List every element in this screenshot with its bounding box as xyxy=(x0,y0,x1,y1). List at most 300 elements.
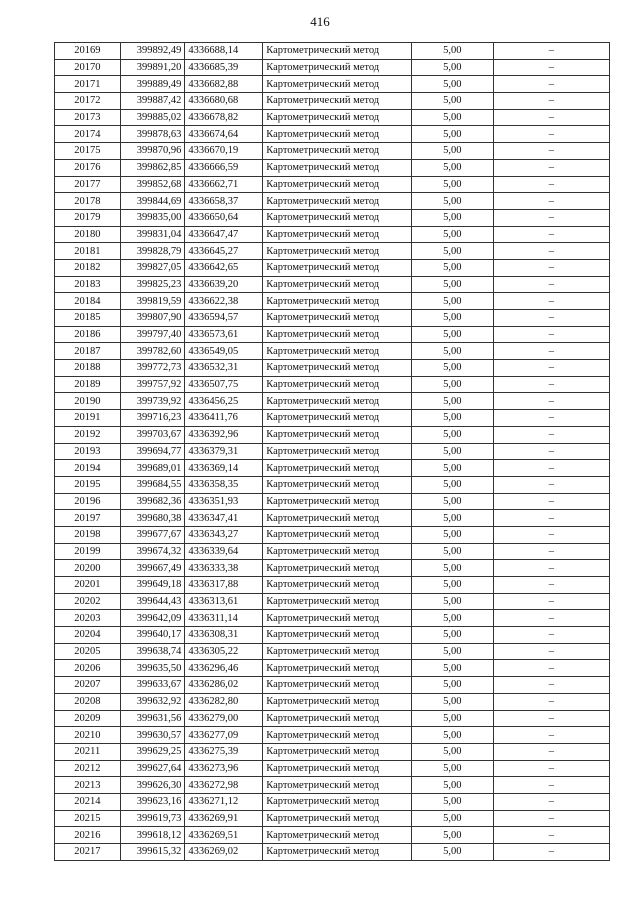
precision-cell: 5,00 xyxy=(411,460,493,477)
point-number-cell: 20178 xyxy=(55,193,121,210)
precision-cell: 5,00 xyxy=(411,710,493,727)
x-coordinate-cell: 399825,23 xyxy=(120,276,185,293)
precision-cell: 5,00 xyxy=(411,526,493,543)
point-number-cell: 20197 xyxy=(55,510,121,527)
description-cell: – xyxy=(493,243,609,260)
method-cell: Картометрический метод xyxy=(263,777,412,794)
point-number-cell: 20210 xyxy=(55,727,121,744)
precision-cell: 5,00 xyxy=(411,343,493,360)
table-row xyxy=(55,577,610,594)
table-row xyxy=(55,526,610,543)
table-row xyxy=(55,627,610,644)
method-cell: Картометрический метод xyxy=(263,126,412,143)
point-number-cell: 20204 xyxy=(55,627,121,644)
x-coordinate-cell: 399716,23 xyxy=(120,410,185,427)
point-number-cell: 20213 xyxy=(55,777,121,794)
y-coordinate-cell: 4336305,22 xyxy=(185,643,263,660)
y-coordinate-cell: 4336282,80 xyxy=(185,693,263,710)
table-row xyxy=(55,460,610,477)
precision-cell: 5,00 xyxy=(411,393,493,410)
precision-cell: 5,00 xyxy=(411,193,493,210)
method-cell: Картометрический метод xyxy=(263,43,412,60)
table-row xyxy=(55,126,610,143)
x-coordinate-cell: 399797,40 xyxy=(120,326,185,343)
x-coordinate-cell: 399649,18 xyxy=(120,577,185,594)
x-coordinate-cell: 399680,38 xyxy=(120,510,185,527)
x-coordinate-cell: 399891,20 xyxy=(120,59,185,76)
method-cell: Картометрический метод xyxy=(263,793,412,810)
precision-cell: 5,00 xyxy=(411,476,493,493)
x-coordinate-cell: 399618,12 xyxy=(120,827,185,844)
x-coordinate-cell: 399862,85 xyxy=(120,159,185,176)
x-coordinate-cell: 399827,05 xyxy=(120,259,185,276)
x-coordinate-cell: 399615,32 xyxy=(120,844,185,861)
y-coordinate-cell: 4336343,27 xyxy=(185,526,263,543)
x-coordinate-cell: 399831,04 xyxy=(120,226,185,243)
precision-cell: 5,00 xyxy=(411,810,493,827)
method-cell: Картометрический метод xyxy=(263,410,412,427)
table-row xyxy=(55,376,610,393)
table-row xyxy=(55,777,610,794)
point-number-cell: 20188 xyxy=(55,360,121,377)
description-cell: – xyxy=(493,159,609,176)
precision-cell: 5,00 xyxy=(411,727,493,744)
y-coordinate-cell: 4336507,75 xyxy=(185,376,263,393)
point-number-cell: 20172 xyxy=(55,93,121,110)
x-coordinate-cell: 399835,00 xyxy=(120,209,185,226)
point-number-cell: 20186 xyxy=(55,326,121,343)
y-coordinate-cell: 4336275,39 xyxy=(185,743,263,760)
precision-cell: 5,00 xyxy=(411,643,493,660)
description-cell: – xyxy=(493,827,609,844)
precision-cell: 5,00 xyxy=(411,743,493,760)
description-cell: – xyxy=(493,193,609,210)
y-coordinate-cell: 4336682,88 xyxy=(185,76,263,93)
point-number-cell: 20187 xyxy=(55,343,121,360)
method-cell: Картометрический метод xyxy=(263,209,412,226)
x-coordinate-cell: 399640,17 xyxy=(120,627,185,644)
precision-cell: 5,00 xyxy=(411,510,493,527)
table-row xyxy=(55,593,610,610)
description-cell: – xyxy=(493,293,609,310)
description-cell: – xyxy=(493,543,609,560)
description-cell: – xyxy=(493,476,609,493)
method-cell: Картометрический метод xyxy=(263,293,412,310)
x-coordinate-cell: 399694,77 xyxy=(120,443,185,460)
description-cell: – xyxy=(493,76,609,93)
table-row xyxy=(55,393,610,410)
x-coordinate-cell: 399889,49 xyxy=(120,76,185,93)
y-coordinate-cell: 4336273,96 xyxy=(185,760,263,777)
precision-cell: 5,00 xyxy=(411,176,493,193)
y-coordinate-cell: 4336333,38 xyxy=(185,560,263,577)
y-coordinate-cell: 4336658,37 xyxy=(185,193,263,210)
table-row xyxy=(55,743,610,760)
method-cell: Картометрический метод xyxy=(263,376,412,393)
method-cell: Картометрический метод xyxy=(263,443,412,460)
description-cell: – xyxy=(493,743,609,760)
description-cell: – xyxy=(493,710,609,727)
y-coordinate-cell: 4336313,61 xyxy=(185,593,263,610)
table-row xyxy=(55,109,610,126)
precision-cell: 5,00 xyxy=(411,627,493,644)
description-cell: – xyxy=(493,410,609,427)
table-row xyxy=(55,193,610,210)
method-cell: Картометрический метод xyxy=(263,693,412,710)
point-number-cell: 20196 xyxy=(55,493,121,510)
point-number-cell: 20200 xyxy=(55,560,121,577)
x-coordinate-cell: 399630,57 xyxy=(120,727,185,744)
x-coordinate-cell: 399633,67 xyxy=(120,677,185,694)
x-coordinate-cell: 399807,90 xyxy=(120,310,185,327)
x-coordinate-cell: 399739,92 xyxy=(120,393,185,410)
point-number-cell: 20190 xyxy=(55,393,121,410)
x-coordinate-cell: 399644,43 xyxy=(120,593,185,610)
y-coordinate-cell: 4336639,20 xyxy=(185,276,263,293)
description-cell: – xyxy=(493,126,609,143)
x-coordinate-cell: 399772,73 xyxy=(120,360,185,377)
x-coordinate-cell: 399703,67 xyxy=(120,426,185,443)
x-coordinate-cell: 399674,32 xyxy=(120,543,185,560)
x-coordinate-cell: 399677,67 xyxy=(120,526,185,543)
table-row xyxy=(55,610,610,627)
precision-cell: 5,00 xyxy=(411,226,493,243)
y-coordinate-cell: 4336573,61 xyxy=(185,326,263,343)
point-number-cell: 20184 xyxy=(55,293,121,310)
x-coordinate-cell: 399629,25 xyxy=(120,743,185,760)
method-cell: Картометрический метод xyxy=(263,143,412,160)
description-cell: – xyxy=(493,677,609,694)
table-row xyxy=(55,810,610,827)
x-coordinate-cell: 399667,49 xyxy=(120,560,185,577)
method-cell: Картометрический метод xyxy=(263,526,412,543)
y-coordinate-cell: 4336269,51 xyxy=(185,827,263,844)
point-number-cell: 20214 xyxy=(55,793,121,810)
table-row xyxy=(55,643,610,660)
method-cell: Картометрический метод xyxy=(263,727,412,744)
table-row xyxy=(55,326,610,343)
description-cell: – xyxy=(493,810,609,827)
table-row xyxy=(55,360,610,377)
description-cell: – xyxy=(493,526,609,543)
method-cell: Картометрический метод xyxy=(263,643,412,660)
description-cell: – xyxy=(493,226,609,243)
point-number-cell: 20201 xyxy=(55,577,121,594)
method-cell: Картометрический метод xyxy=(263,844,412,861)
description-cell: – xyxy=(493,109,609,126)
x-coordinate-cell: 399885,02 xyxy=(120,109,185,126)
coordinates-table xyxy=(54,42,610,861)
point-number-cell: 20169 xyxy=(55,43,121,60)
y-coordinate-cell: 4336369,14 xyxy=(185,460,263,477)
point-number-cell: 20176 xyxy=(55,159,121,176)
y-coordinate-cell: 4336339,64 xyxy=(185,543,263,560)
point-number-cell: 20171 xyxy=(55,76,121,93)
table-row xyxy=(55,93,610,110)
point-number-cell: 20208 xyxy=(55,693,121,710)
point-number-cell: 20183 xyxy=(55,276,121,293)
precision-cell: 5,00 xyxy=(411,326,493,343)
method-cell: Картометрический метод xyxy=(263,226,412,243)
method-cell: Картометрический метод xyxy=(263,760,412,777)
y-coordinate-cell: 4336680,68 xyxy=(185,93,263,110)
method-cell: Картометрический метод xyxy=(263,326,412,343)
y-coordinate-cell: 4336279,00 xyxy=(185,710,263,727)
point-number-cell: 20182 xyxy=(55,259,121,276)
table-row xyxy=(55,310,610,327)
y-coordinate-cell: 4336317,88 xyxy=(185,577,263,594)
x-coordinate-cell: 399684,55 xyxy=(120,476,185,493)
description-cell: – xyxy=(493,326,609,343)
precision-cell: 5,00 xyxy=(411,209,493,226)
description-cell: – xyxy=(493,610,609,627)
x-coordinate-cell: 399638,74 xyxy=(120,643,185,660)
method-cell: Картометрический метод xyxy=(263,660,412,677)
y-coordinate-cell: 4336296,46 xyxy=(185,660,263,677)
description-cell: – xyxy=(493,360,609,377)
description-cell: – xyxy=(493,259,609,276)
y-coordinate-cell: 4336670,19 xyxy=(185,143,263,160)
point-number-cell: 20205 xyxy=(55,643,121,660)
y-coordinate-cell: 4336392,96 xyxy=(185,426,263,443)
description-cell: – xyxy=(493,844,609,861)
precision-cell: 5,00 xyxy=(411,560,493,577)
point-number-cell: 20180 xyxy=(55,226,121,243)
method-cell: Картометрический метод xyxy=(263,426,412,443)
description-cell: – xyxy=(493,727,609,744)
y-coordinate-cell: 4336549,05 xyxy=(185,343,263,360)
table-row xyxy=(55,443,610,460)
method-cell: Картометрический метод xyxy=(263,159,412,176)
point-number-cell: 20217 xyxy=(55,844,121,861)
precision-cell: 5,00 xyxy=(411,410,493,427)
point-number-cell: 20185 xyxy=(55,310,121,327)
point-number-cell: 20216 xyxy=(55,827,121,844)
precision-cell: 5,00 xyxy=(411,43,493,60)
description-cell: – xyxy=(493,343,609,360)
description-cell: – xyxy=(493,376,609,393)
method-cell: Картометрический метод xyxy=(263,827,412,844)
point-number-cell: 20170 xyxy=(55,59,121,76)
table-row xyxy=(55,760,610,777)
method-cell: Картометрический метод xyxy=(263,543,412,560)
point-number-cell: 20177 xyxy=(55,176,121,193)
description-cell: – xyxy=(493,460,609,477)
x-coordinate-cell: 399642,09 xyxy=(120,610,185,627)
x-coordinate-cell: 399619,73 xyxy=(120,810,185,827)
y-coordinate-cell: 4336308,31 xyxy=(185,627,263,644)
table-row xyxy=(55,43,610,60)
point-number-cell: 20195 xyxy=(55,476,121,493)
precision-cell: 5,00 xyxy=(411,660,493,677)
y-coordinate-cell: 4336379,31 xyxy=(185,443,263,460)
y-coordinate-cell: 4336662,71 xyxy=(185,176,263,193)
y-coordinate-cell: 4336269,91 xyxy=(185,810,263,827)
y-coordinate-cell: 4336269,02 xyxy=(185,844,263,861)
precision-cell: 5,00 xyxy=(411,760,493,777)
precision-cell: 5,00 xyxy=(411,593,493,610)
description-cell: – xyxy=(493,577,609,594)
precision-cell: 5,00 xyxy=(411,259,493,276)
method-cell: Картометрический метод xyxy=(263,276,412,293)
table-row xyxy=(55,343,610,360)
method-cell: Картометрический метод xyxy=(263,59,412,76)
description-cell: – xyxy=(493,93,609,110)
x-coordinate-cell: 399844,69 xyxy=(120,193,185,210)
precision-cell: 5,00 xyxy=(411,310,493,327)
precision-cell: 5,00 xyxy=(411,577,493,594)
table-row xyxy=(55,410,610,427)
y-coordinate-cell: 4336277,09 xyxy=(185,727,263,744)
precision-cell: 5,00 xyxy=(411,844,493,861)
description-cell: – xyxy=(493,660,609,677)
method-cell: Картометрический метод xyxy=(263,493,412,510)
x-coordinate-cell: 399682,36 xyxy=(120,493,185,510)
precision-cell: 5,00 xyxy=(411,360,493,377)
point-number-cell: 20193 xyxy=(55,443,121,460)
precision-cell: 5,00 xyxy=(411,493,493,510)
y-coordinate-cell: 4336532,31 xyxy=(185,360,263,377)
y-coordinate-cell: 4336688,14 xyxy=(185,43,263,60)
precision-cell: 5,00 xyxy=(411,76,493,93)
description-cell: – xyxy=(493,209,609,226)
precision-cell: 5,00 xyxy=(411,426,493,443)
table-row xyxy=(55,209,610,226)
y-coordinate-cell: 4336358,35 xyxy=(185,476,263,493)
x-coordinate-cell: 399852,68 xyxy=(120,176,185,193)
table-row xyxy=(55,243,610,260)
point-number-cell: 20181 xyxy=(55,243,121,260)
method-cell: Картометрический метод xyxy=(263,259,412,276)
x-coordinate-cell: 399782,60 xyxy=(120,343,185,360)
description-cell: – xyxy=(493,426,609,443)
x-coordinate-cell: 399632,92 xyxy=(120,693,185,710)
x-coordinate-cell: 399626,30 xyxy=(120,777,185,794)
description-cell: – xyxy=(493,560,609,577)
precision-cell: 5,00 xyxy=(411,376,493,393)
description-cell: – xyxy=(493,760,609,777)
method-cell: Картометрический метод xyxy=(263,243,412,260)
point-number-cell: 20194 xyxy=(55,460,121,477)
precision-cell: 5,00 xyxy=(411,143,493,160)
point-number-cell: 20191 xyxy=(55,410,121,427)
table-row xyxy=(55,793,610,810)
precision-cell: 5,00 xyxy=(411,693,493,710)
table-row xyxy=(55,844,610,861)
table-row xyxy=(55,159,610,176)
table-row xyxy=(55,293,610,310)
description-cell: – xyxy=(493,276,609,293)
y-coordinate-cell: 4336594,57 xyxy=(185,310,263,327)
y-coordinate-cell: 4336650,64 xyxy=(185,209,263,226)
y-coordinate-cell: 4336272,98 xyxy=(185,777,263,794)
description-cell: – xyxy=(493,793,609,810)
method-cell: Картометрический метод xyxy=(263,476,412,493)
y-coordinate-cell: 4336311,14 xyxy=(185,610,263,627)
method-cell: Картометрический метод xyxy=(263,593,412,610)
y-coordinate-cell: 4336678,82 xyxy=(185,109,263,126)
table-row xyxy=(55,510,610,527)
x-coordinate-cell: 399627,64 xyxy=(120,760,185,777)
method-cell: Картометрический метод xyxy=(263,93,412,110)
x-coordinate-cell: 399631,56 xyxy=(120,710,185,727)
description-cell: – xyxy=(493,176,609,193)
table-row xyxy=(55,710,610,727)
x-coordinate-cell: 399819,59 xyxy=(120,293,185,310)
x-coordinate-cell: 399635,50 xyxy=(120,660,185,677)
table-row xyxy=(55,727,610,744)
method-cell: Картометрический метод xyxy=(263,677,412,694)
method-cell: Картометрический метод xyxy=(263,743,412,760)
method-cell: Картометрический метод xyxy=(263,810,412,827)
table-row xyxy=(55,276,610,293)
precision-cell: 5,00 xyxy=(411,543,493,560)
precision-cell: 5,00 xyxy=(411,109,493,126)
y-coordinate-cell: 4336622,38 xyxy=(185,293,263,310)
precision-cell: 5,00 xyxy=(411,293,493,310)
method-cell: Картометрический метод xyxy=(263,343,412,360)
description-cell: – xyxy=(493,493,609,510)
y-coordinate-cell: 4336674,64 xyxy=(185,126,263,143)
x-coordinate-cell: 399828,79 xyxy=(120,243,185,260)
x-coordinate-cell: 399892,49 xyxy=(120,43,185,60)
point-number-cell: 20202 xyxy=(55,593,121,610)
precision-cell: 5,00 xyxy=(411,827,493,844)
precision-cell: 5,00 xyxy=(411,159,493,176)
method-cell: Картометрический метод xyxy=(263,193,412,210)
x-coordinate-cell: 399623,16 xyxy=(120,793,185,810)
point-number-cell: 20209 xyxy=(55,710,121,727)
precision-cell: 5,00 xyxy=(411,93,493,110)
method-cell: Картометрический метод xyxy=(263,360,412,377)
description-cell: – xyxy=(493,693,609,710)
description-cell: – xyxy=(493,443,609,460)
description-cell: – xyxy=(493,510,609,527)
table-row xyxy=(55,693,610,710)
y-coordinate-cell: 4336271,12 xyxy=(185,793,263,810)
method-cell: Картометрический метод xyxy=(263,610,412,627)
table-row xyxy=(55,59,610,76)
table-row xyxy=(55,259,610,276)
method-cell: Картометрический метод xyxy=(263,393,412,410)
table-row xyxy=(55,226,610,243)
x-coordinate-cell: 399878,63 xyxy=(120,126,185,143)
table-row xyxy=(55,76,610,93)
y-coordinate-cell: 4336647,47 xyxy=(185,226,263,243)
precision-cell: 5,00 xyxy=(411,610,493,627)
method-cell: Картометрический метод xyxy=(263,560,412,577)
description-cell: – xyxy=(493,643,609,660)
precision-cell: 5,00 xyxy=(411,126,493,143)
table-row xyxy=(55,426,610,443)
point-number-cell: 20173 xyxy=(55,109,121,126)
precision-cell: 5,00 xyxy=(411,59,493,76)
y-coordinate-cell: 4336645,27 xyxy=(185,243,263,260)
description-cell: – xyxy=(493,627,609,644)
point-number-cell: 20211 xyxy=(55,743,121,760)
precision-cell: 5,00 xyxy=(411,793,493,810)
y-coordinate-cell: 4336351,93 xyxy=(185,493,263,510)
x-coordinate-cell: 399757,92 xyxy=(120,376,185,393)
precision-cell: 5,00 xyxy=(411,243,493,260)
table-row xyxy=(55,543,610,560)
description-cell: – xyxy=(493,777,609,794)
y-coordinate-cell: 4336666,59 xyxy=(185,159,263,176)
method-cell: Картометрический метод xyxy=(263,76,412,93)
table-row xyxy=(55,827,610,844)
precision-cell: 5,00 xyxy=(411,777,493,794)
method-cell: Картометрический метод xyxy=(263,577,412,594)
